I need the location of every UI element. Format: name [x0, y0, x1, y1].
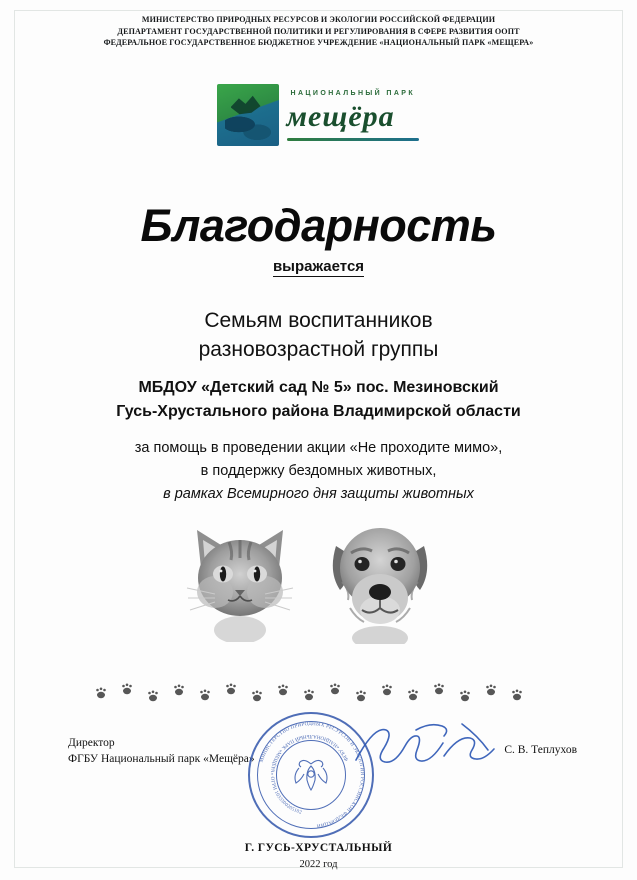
organization-line-2: Гусь-Хрустального района Владимирской области — [116, 403, 521, 420]
svg-text:МИНИСТЕРСТВО ПРИРОДНЫХ РЕСУРСО: МИНИСТЕРСТВО ПРИРОДНЫХ РЕСУРСОВ И ЭКОЛОГИИ РОССИЙСКОЙ ФЕДЕРАЦИИ — [258, 720, 366, 829]
cat-photo — [185, 522, 295, 642]
city-label: Г. ГУСЬ-ХРУСТАЛЬНЫЙ — [244, 842, 393, 854]
reason-block — [0, 437, 637, 506]
signatory-role — [68, 735, 255, 767]
animal-photos — [0, 512, 637, 652]
signatory-name: С. В. Теплухов — [504, 744, 577, 756]
dog-photo — [320, 512, 440, 644]
page-title: Благодарность — [140, 200, 497, 251]
ministry-header-line-1: МИНИСТЕРСТВО ПРИРОДНЫХ РЕСУРСОВ И ЭКОЛОГИИ РОССИЙСКОЙ ФЕДЕРАЦИИ — [141, 15, 496, 24]
organization-line-1: МБДОУ «Детский сад № 5» пос. Мезиновский — [138, 379, 499, 396]
logo-block — [217, 84, 421, 152]
recipient-line-1: Семьям воспитанников — [204, 309, 433, 332]
handwritten-signature — [352, 716, 502, 776]
organization-block — [0, 376, 637, 424]
ministry-header-line-2: ДЕПАРТАМЕНТ ГОСУДАРСТВЕННОЙ ПОЛИТИКИ И РЕГУЛИРОВАНИЯ В СФЕРЕ РАЗВИТИЯ ООПТ — [117, 26, 520, 36]
signatory-role-line-1: Директор — [68, 737, 115, 749]
reason-line-1: за помощь в проведении акции «Не проходите мимо», — [134, 440, 503, 456]
recipient-line-2: разновозрастной группы — [198, 338, 439, 361]
park-logo — [0, 84, 637, 152]
nature-emblem-icon — [217, 84, 279, 146]
logo-underline — [287, 138, 419, 141]
ministry-header-line-3: ФЕДЕРАЛЬНОЕ ГОСУДАРСТВЕННОЕ БЮДЖЕТНОЕ УЧРЕЖДЕНИЕ «НАЦИОНАЛЬНЫЙ ПАРК «МЕЩЕРА» — [103, 38, 534, 47]
double-headed-eagle-icon — [291, 754, 331, 796]
year-label: 2022 год — [299, 859, 338, 870]
logo-subtitle: НАЦИОНАЛЬНЫЙ ПАРК — [290, 90, 416, 97]
page-subtitle-text: выражается — [272, 258, 365, 275]
reason-line-2: в поддержку бездомных животных, — [200, 463, 437, 479]
ministry-header — [0, 14, 637, 49]
reason-line-3: в рамках Всемирного дня защиты животных — [163, 486, 474, 502]
bird-icon — [231, 94, 261, 116]
svg-text:ФГБУ «НАЦИОНАЛЬНЫЙ ПАРК «МЕЩЁР: ФГБУ «НАЦИОНАЛЬНЫЙ ПАРК «МЕЩЁРА» ОГРН 1033300205102 — [268, 732, 351, 816]
recipient-block — [0, 306, 637, 364]
logo-title: мещёра — [286, 100, 395, 133]
signatory-role-line-2: ФГБУ Национальный парк «Мещёра» — [68, 753, 255, 765]
page-subtitle — [0, 258, 637, 275]
paw-prints-divider — [96, 682, 546, 706]
